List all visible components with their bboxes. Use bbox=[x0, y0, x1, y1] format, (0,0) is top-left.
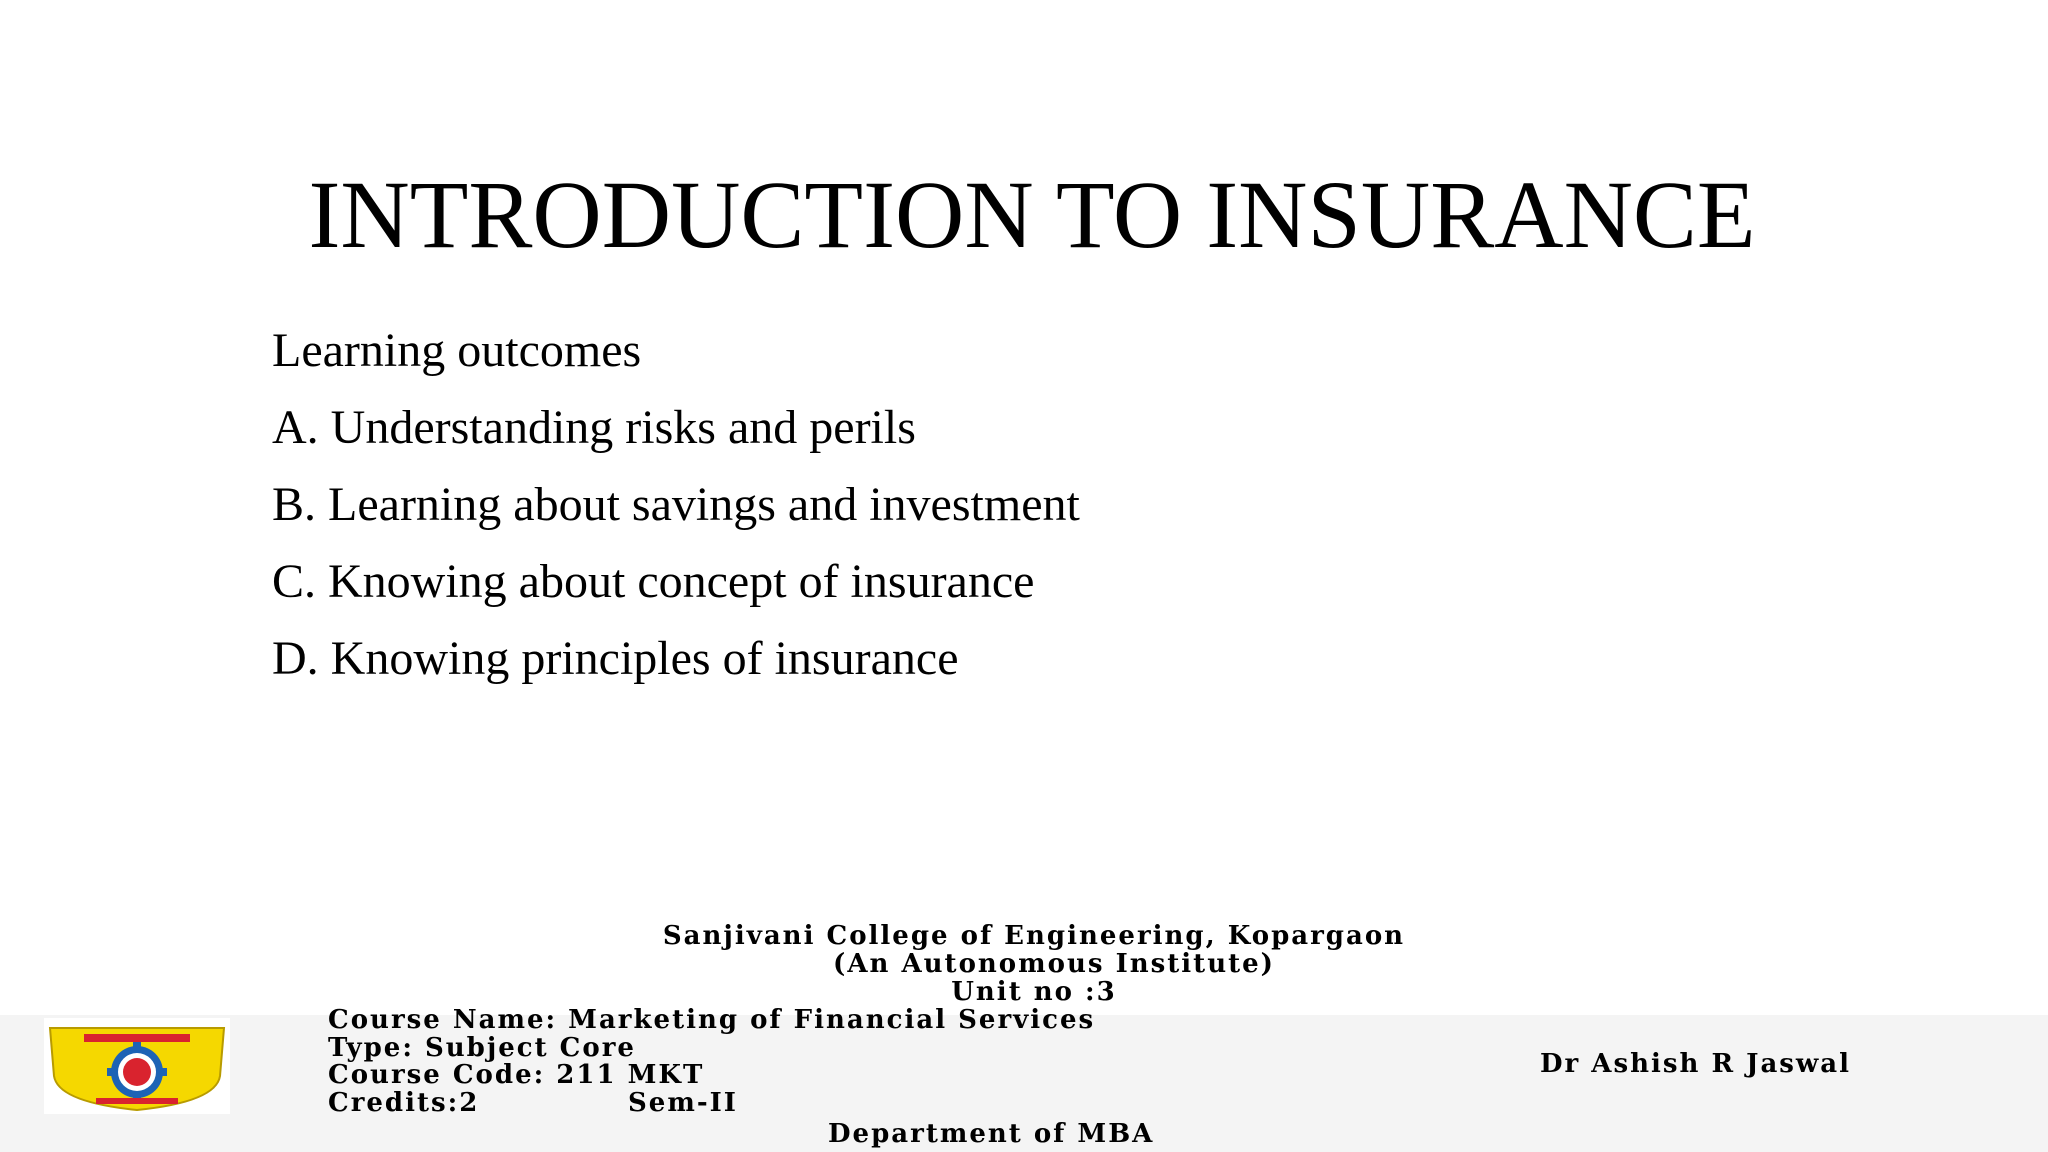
author-name: Dr Ashish R Jaswal bbox=[1540, 1049, 1852, 1079]
outcome-item: D. Knowing principles of insurance bbox=[272, 632, 959, 685]
college-logo-icon bbox=[44, 1018, 230, 1114]
college-name: Sanjivani College of Engineering, Kopargaon bbox=[662, 921, 1406, 951]
outcome-item: A. Understanding risks and perils bbox=[272, 401, 916, 454]
department-name: Department of MBA bbox=[828, 1119, 1155, 1149]
course-code: Course Code: 211 MKT bbox=[328, 1060, 705, 1090]
course-type: Type: Subject Core bbox=[328, 1033, 636, 1063]
course-credits: Credits:2 bbox=[328, 1088, 480, 1118]
learning-outcomes-list bbox=[272, 312, 1080, 697]
autonomous-label: (An Autonomous Institute) bbox=[833, 949, 1275, 979]
outcome-item: C. Knowing about concept of insurance bbox=[272, 555, 1035, 608]
slide-title-text: INTRODUCTION TO INSURANCE bbox=[308, 161, 1756, 268]
unit-label: Unit no :3 bbox=[951, 977, 1117, 1007]
course-name: Course Name: Marketing of Financial Services bbox=[328, 1005, 1096, 1035]
slide-title bbox=[0, 160, 2048, 270]
course-semester: Sem-II bbox=[628, 1088, 738, 1118]
learning-outcomes-heading: Learning outcomes bbox=[272, 324, 642, 377]
outcome-item: B. Learning about savings and investment bbox=[272, 478, 1080, 531]
